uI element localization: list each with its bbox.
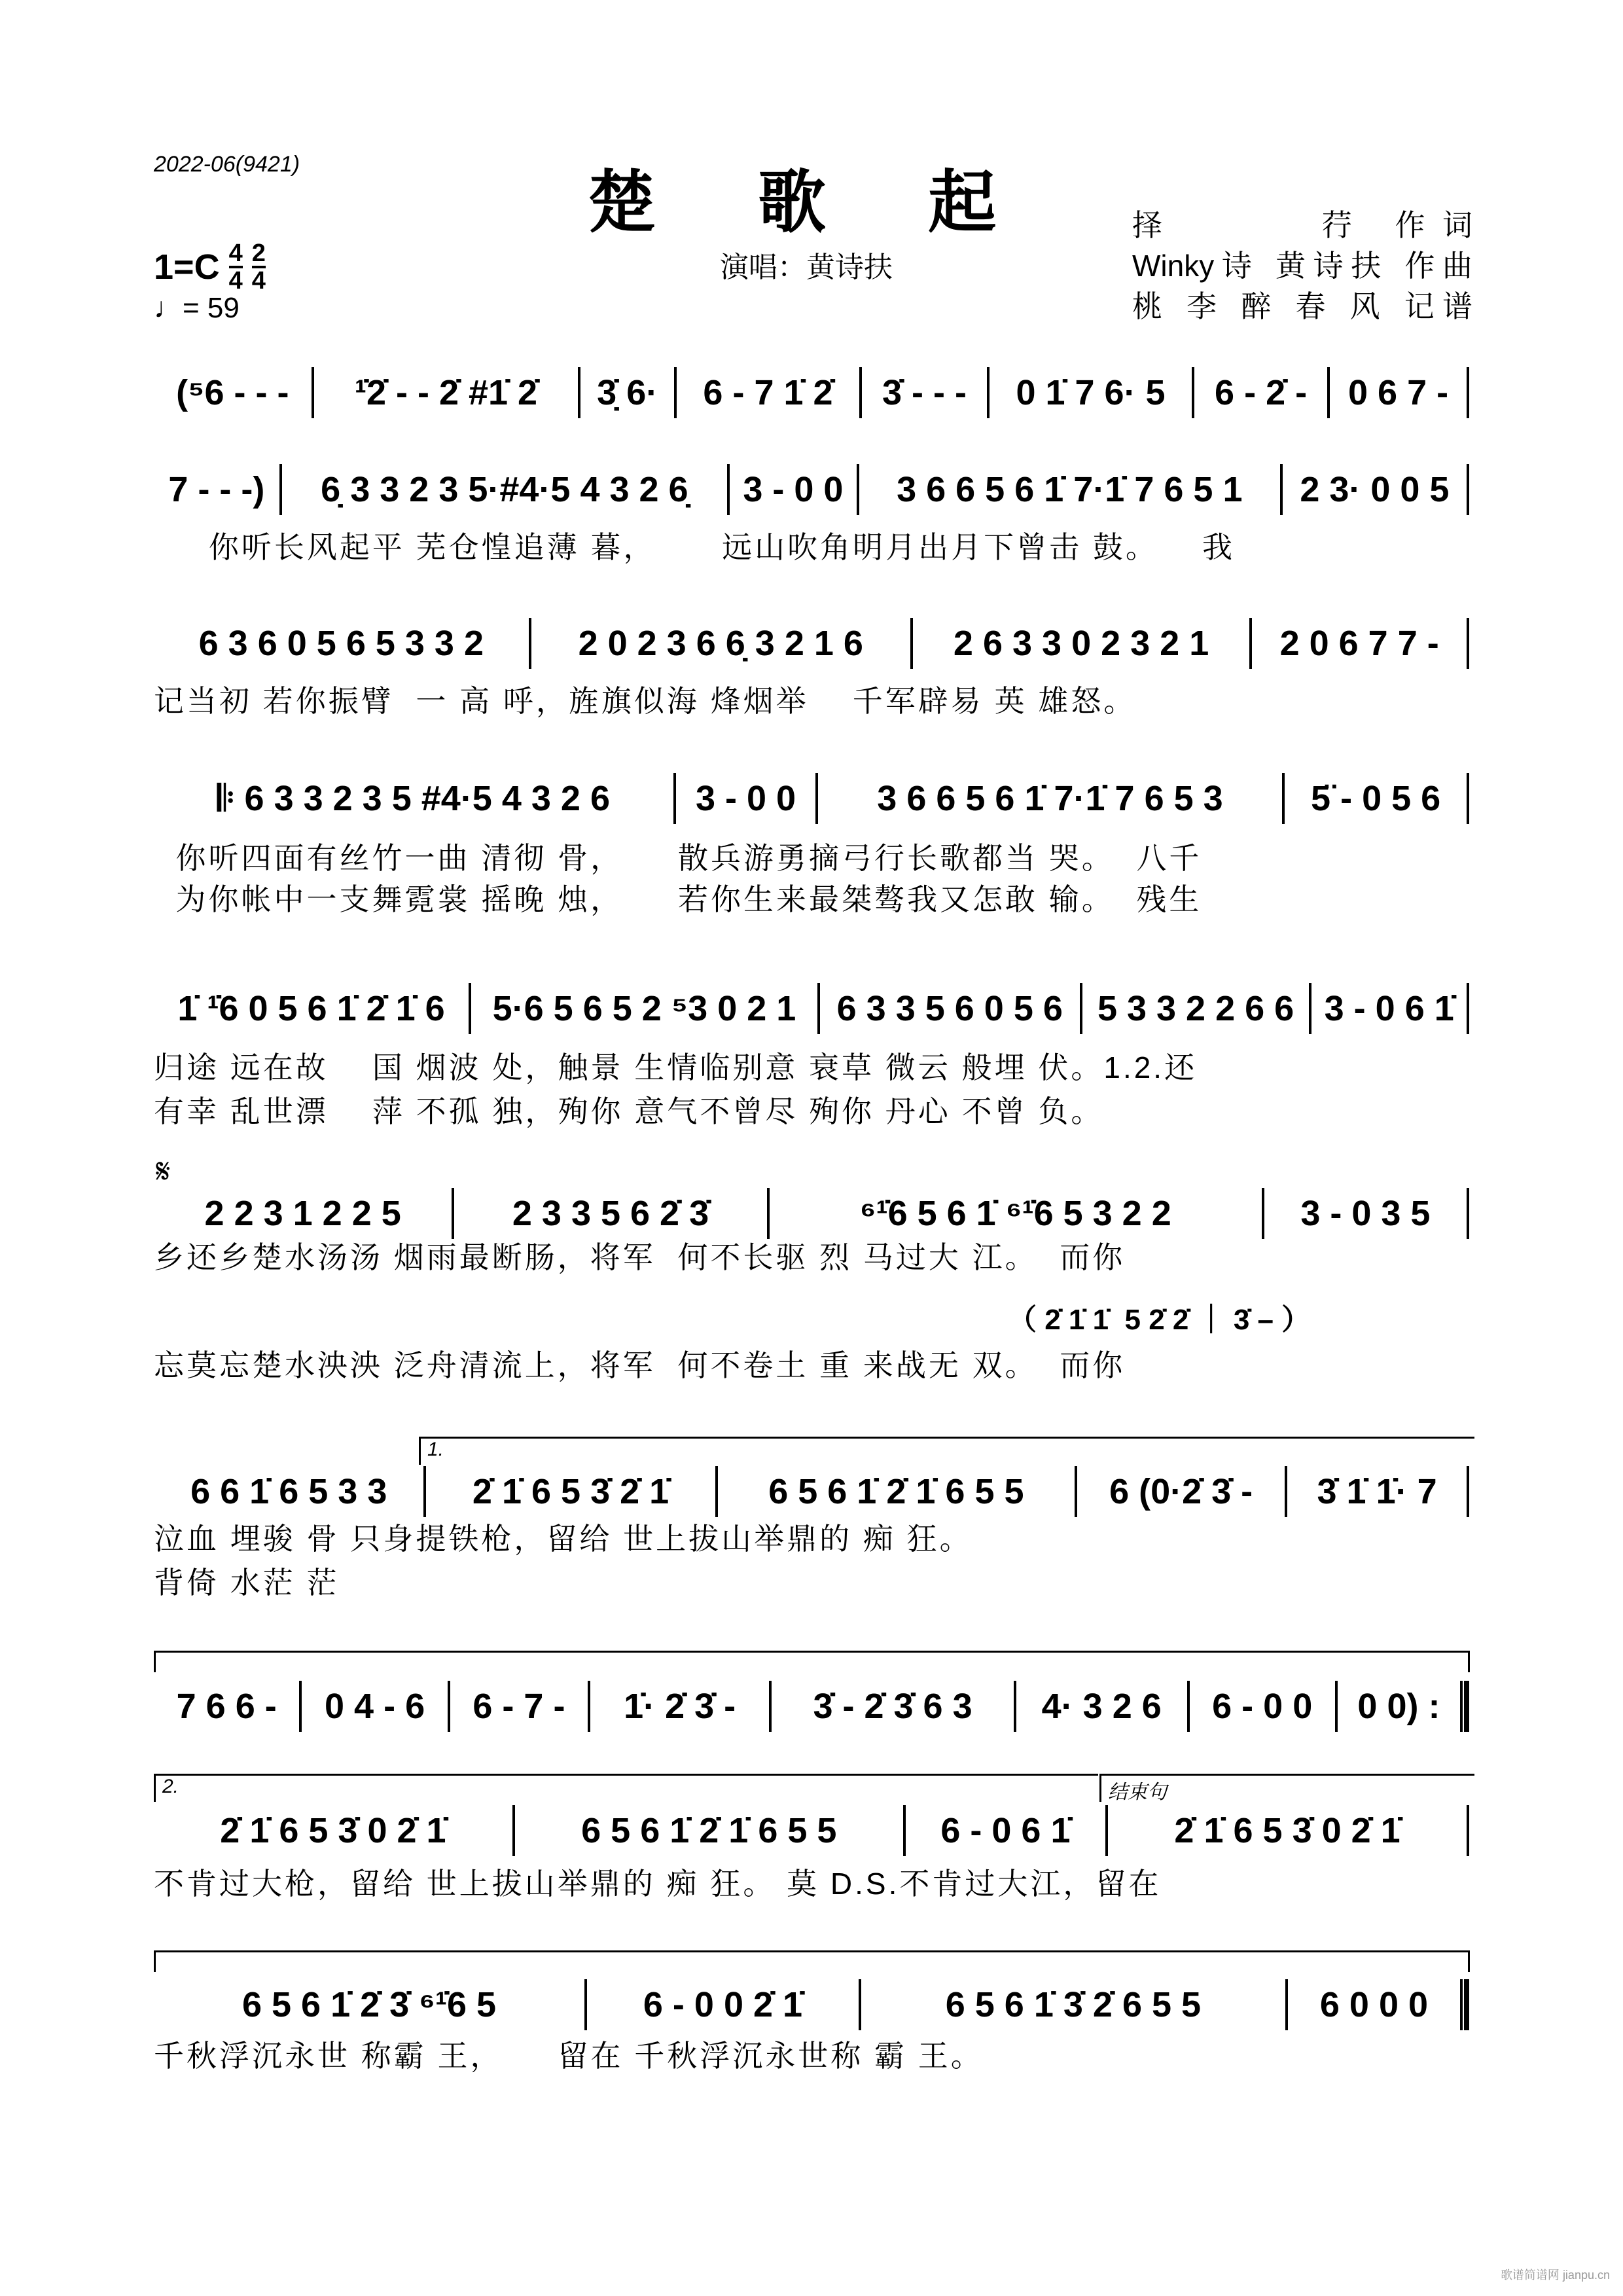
score-line (154, 1465, 1469, 1518)
measure: 1̇ ¹̇6 0 5 6 1̇ 2̇ 1̇ 6 (177, 989, 445, 1028)
measure: 6 - 0 0 2̇ 1̇ (643, 1985, 803, 2024)
score-line (154, 1804, 1469, 1857)
lyric-line: 为你帐中一支舞霓裳 摇晚 烛， 若你生来最桀骜我又怎敢 输。 残生 (154, 882, 1202, 916)
coda-label: 结束句 (1108, 1782, 1167, 1803)
measure: 1̇· 2̇ 3̇ - (624, 1687, 736, 1726)
score-line (154, 1680, 1469, 1732)
barline (1467, 983, 1469, 1034)
date-code: 2022-06(9421) (154, 152, 300, 177)
barline (1467, 1466, 1469, 1517)
first-ending-label: 1. (427, 1439, 444, 1460)
measure: 6 5 6 1̇ 3̇ 2̇ 6 5 5 (945, 1985, 1202, 2024)
barline (1467, 1805, 1469, 1856)
measure: 6 3 3 5 6 0 5 6 (836, 989, 1063, 1028)
numerator: 2 (251, 240, 266, 267)
time-signature-4-4 (229, 241, 243, 293)
lyric-line: 你听四面有丝竹一曲 清彻 骨， 散兵游勇摘弓行长歌都当 哭。 八千 (154, 841, 1202, 875)
denominator: 4 (228, 267, 243, 295)
measure: 2 6 3 3 0 2 3 2 1 (953, 624, 1209, 663)
lyricist-credit: 择 荇 作词 (1132, 208, 1472, 242)
score-line (154, 1187, 1469, 1240)
measure: 5̈ - 0 5 6 (1311, 779, 1441, 818)
score-line (154, 463, 1469, 516)
numerator: 4 (228, 240, 243, 267)
measure: 𝄆 6 3 3 2 3 5 #4·5 4 3 2 6 (217, 778, 610, 818)
song-title: 楚 歌 起 (587, 162, 1036, 242)
measure: 6 5 6 1̇ 2̇ 1̇ 6 5 5 (768, 1472, 1024, 1511)
measure: 3 - 0 0 (695, 779, 796, 818)
measure: 0 0) : (1357, 1687, 1440, 1726)
measure: 3̣̇ 6· (597, 373, 658, 412)
lyric-line: 忘莫忘楚水泱泱 泛舟清流上，将军 何不卷土 重 来战无 双。 而你 (154, 1348, 1126, 1382)
measure: 2̇ 1̇ 6 5 3̇ 0 2̇ 1̇ (220, 1811, 446, 1850)
denominator: 4 (251, 267, 266, 295)
transcriber-credit: 桃 李 醉 春 风 记谱 (1132, 289, 1472, 323)
score-line (154, 617, 1469, 670)
measure: 6 - 7 1̇ 2̇ (703, 373, 833, 412)
measure: 0 4 - 6 (325, 1687, 425, 1726)
lyric-line: 记当初 若你振臂 一 高 呼，旌旗似海 烽烟举 千军辟易 英 雄怒。 (154, 684, 1137, 718)
watermark: 歌谱简谱网 jianpu.cn (1500, 2269, 1610, 2282)
measure: 2 3 3 5 6 2̇ 3̇ (512, 1194, 709, 1233)
measure: 6 5 6 1̇ 2̇ 3̇ ⁶¹̇6 5 (241, 1985, 497, 2024)
measure: 6 - 2̇ - (1215, 373, 1308, 412)
lyric-line: 不肯过大枪，留给 世上拔山举鼎的 痴 狂。 莫 D.S.不肯过大江，留在 (154, 1867, 1162, 1901)
score-line (154, 367, 1469, 419)
measure: 0 6 7 - (1348, 373, 1449, 412)
lyric-line: 泣血 埋骏 骨 只身提铁枪，留给 世上拔山举鼎的 痴 狂。 (154, 1522, 972, 1556)
final-section-line (154, 1950, 1470, 1972)
measure: 5·6 5 6 5 2 ⁵3 0 2 1 (492, 989, 796, 1028)
measure: ¹̇2̇ - - 2̇ #1̇ 2̇ (354, 373, 538, 412)
lyric-line: 乡还乡楚水汤汤 烟雨最断肠，将军 何不长驱 烈 马过大 江。 而你 (154, 1240, 1126, 1274)
measure: 2 0 6 7 7 - (1279, 624, 1439, 663)
measure: 6̣ 3 3 2 3 5·#4·5 4 3 2 6̣ (321, 470, 688, 509)
composer-credit: Winky诗 黄诗扶 作曲 (1132, 249, 1472, 283)
measure: 3 6 6 5 6 1̇ 7·1̇ 7 6 5 3 (877, 779, 1223, 818)
coda-bracket (1099, 1774, 1474, 1802)
second-ending-bracket (154, 1774, 1098, 1802)
tempo-marking: ♩= 59 (154, 292, 240, 324)
measure: 3̇ - 2̇ 3̇ 6 3 (813, 1687, 972, 1726)
measure: 0 1̇ 7 6· 5 (1016, 373, 1166, 412)
barline (1467, 464, 1469, 515)
measure: 6 3 6 0 5 6 5 3 3 2 (198, 624, 484, 663)
score-line (154, 982, 1469, 1035)
key-signature (154, 241, 266, 293)
segno-icon: 𝄋 (156, 1153, 171, 1191)
key: 1=C (154, 247, 220, 287)
score-line (154, 772, 1469, 825)
lyric-line: 你听长风起平 芜仓惶追薄 暮， 远山吹角明月出月下曾击 鼓。 我 (154, 530, 1236, 564)
lyric-line: 背倚 水茫 茫 (154, 1566, 340, 1600)
second-ending-label: 2. (162, 1776, 179, 1797)
measure: 4· 3 2 6 (1041, 1687, 1162, 1726)
measure: 3 - 0 6 1̇ (1324, 989, 1454, 1028)
barline (1467, 773, 1469, 824)
measure: 7 - - -) (168, 470, 265, 509)
barline (1467, 1188, 1469, 1239)
measure: 3 - 0 3 5 (1300, 1194, 1431, 1233)
final-barline (1460, 1979, 1469, 2030)
final-barline (1460, 1681, 1469, 1732)
measure: 2 2 3 1 2 2 5 (204, 1194, 401, 1233)
measure: 3 - 0 0 (743, 470, 844, 509)
measure: 6 (0·2̇ 3̇ - (1109, 1472, 1253, 1511)
measure: 6 6 1̇ 6 5 3 3 (190, 1472, 387, 1511)
barline (1467, 618, 1469, 669)
score-line (154, 1979, 1469, 2031)
repeat-section-line (154, 1651, 1470, 1672)
measure: 2̇ 1̇ 6 5 3̇ 0 2̇ 1̇ (1174, 1811, 1400, 1850)
measure: 2 3· 0 0 5 (1300, 470, 1450, 509)
measure: 6 0 0 0 (1319, 1985, 1429, 2024)
first-ending-bracket (419, 1437, 1474, 1465)
measure: (⁵6 - - - (176, 373, 289, 412)
measure: 6 - 7 - (473, 1687, 565, 1726)
measure: 3 6 6 5 6 1̇ 7·1̇ 7 6 5 1 (897, 470, 1243, 509)
measure: 6 - 0 6 1̇ (940, 1811, 1071, 1850)
time-signature-2-4 (252, 241, 266, 293)
alternate-phrase: （ 2̇ 1̇ 1̇ 5 2̇ 2̇ ｜ 3̇ – ） (1008, 1304, 1311, 1336)
measure: 6 - 0 0 (1212, 1687, 1313, 1726)
measure: 2̇ 1̇ 6 5 3̇ 2̇ 1̇ (472, 1472, 669, 1511)
measure: 5 3 3 2 2 6 6 (1097, 989, 1294, 1028)
measure: 3̇ 1̇ 1̇· 7 (1317, 1472, 1437, 1511)
lyric-line: 千秋浮沉永世 称霸 王， 留在 千秋浮沉永世称 霸 王。 (154, 2039, 984, 2073)
lyric-line: 有幸 乱世漂 萍 不孤 独，殉你 意气不曾尽 殉你 丹心 不曾 负。 (154, 1094, 1104, 1128)
lyric-line: 归途 远在故 国 烟波 处，触景 生情临别意 衰草 微云 般埋 伏。1.2.还 (154, 1050, 1198, 1085)
measure: 7 6 6 - (176, 1687, 277, 1726)
measure: 3̇ - - - (882, 373, 967, 412)
measure: 2 0 2 3 6 6̣ 3 2 1 6 (578, 624, 863, 663)
measure: 6 5 6 1̇ 2̇ 1̇ 6 5 5 (581, 1811, 837, 1850)
barline (1467, 367, 1469, 418)
measure: ⁶¹̇6 5 6 1̇ ⁶¹̇6 5 3 2 2 (859, 1194, 1171, 1233)
singer: 演唱：黄诗扶 (720, 251, 893, 283)
